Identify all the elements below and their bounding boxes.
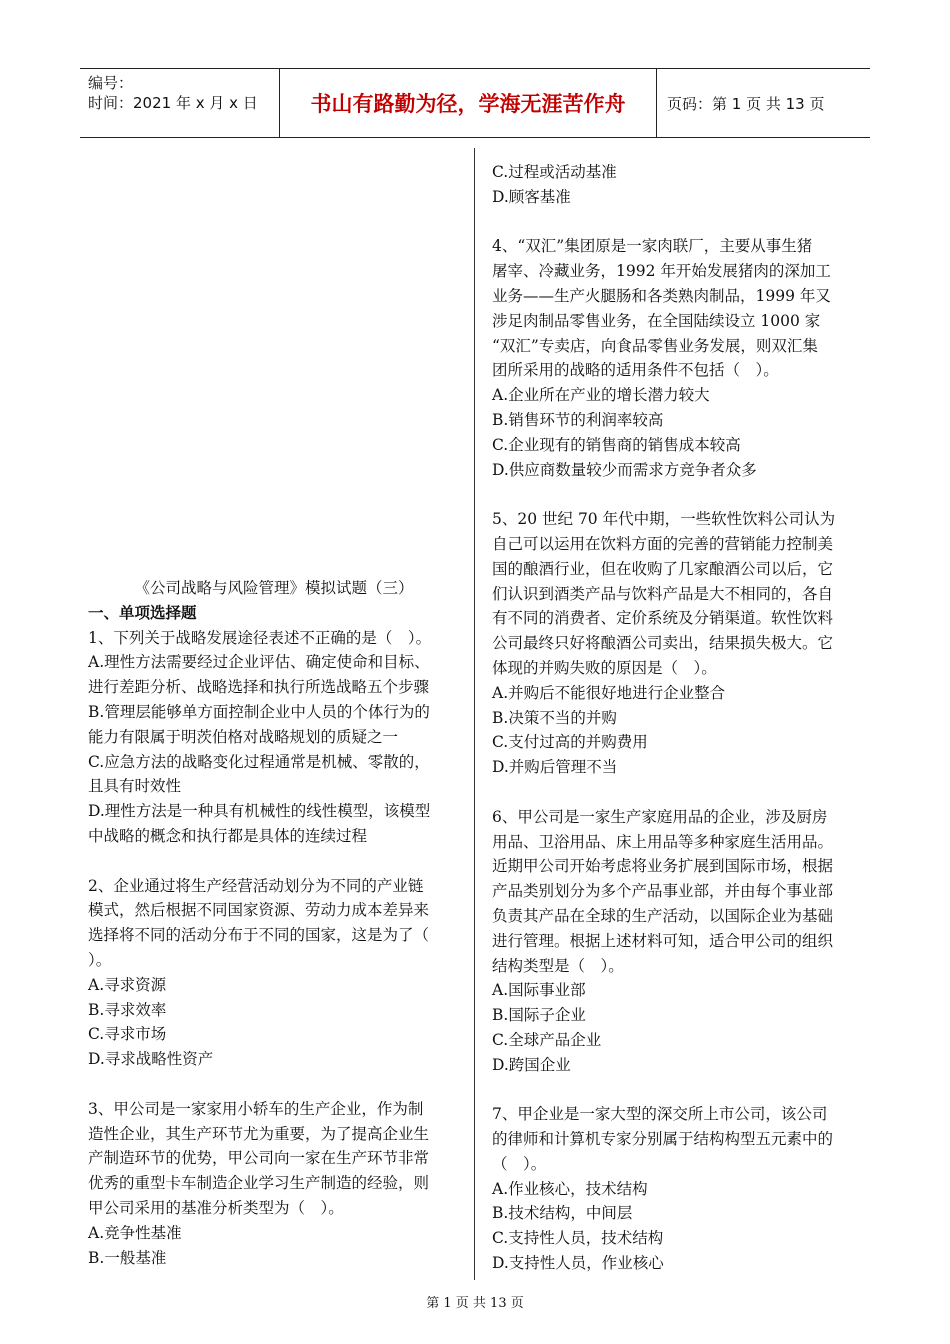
text-line: 造性企业，其生产环节尤为重要，为了提高企业生 <box>88 1124 430 1143</box>
text-line: 自己可以运用在饮料方面的完善的营销能力控制美 <box>492 534 834 553</box>
question-3-continued <box>492 160 864 210</box>
text-line: A.国际事业部 <box>492 981 586 1000</box>
text-line: D.跨国企业 <box>492 1055 571 1074</box>
text-line: 6、甲公司是一家生产家庭用品的企业，涉及厨房 <box>492 807 828 826</box>
text-line: 模式，然后根据不同国家资源、劳动力成本差异来 <box>88 901 430 920</box>
column-divider <box>474 148 475 1280</box>
spacer <box>492 210 864 235</box>
exam-title: 《公司战略与风险管理》模拟试题（三） <box>134 579 414 597</box>
text-line: 涉足肉制品零售业务，在全国陆续设立 1000 家 <box>492 311 821 330</box>
page-footer: 第 1 页 共 13 页 <box>426 1296 524 1311</box>
text-line: A.竞争性基准 <box>88 1223 182 1242</box>
text-line: C.企业现有的销售商的销售成本较高 <box>492 435 741 454</box>
text-line: D.顾客基准 <box>492 187 571 206</box>
text-line: 能力有限属于明茨伯格对战略规划的质疑之一 <box>88 727 399 746</box>
text-line: D.寻求战略性资产 <box>88 1050 214 1069</box>
text-line: 甲公司采用的基准分析类型为（ ）。 <box>88 1198 344 1217</box>
text-line: （ ）。 <box>492 1154 547 1173</box>
page-header <box>80 68 870 138</box>
text-line: “双汇”专卖店，向食品零售业务发展，则双汇集 <box>492 336 818 355</box>
text-line: 结构类型是（ ）。 <box>492 956 624 975</box>
text-line: 5、20 世纪 70 年代中期，一些软性饮料公司认为 <box>492 510 836 529</box>
text-line: A.并购后不能很好地进行企业整合 <box>492 683 726 702</box>
spacer <box>492 482 864 507</box>
question-1 <box>88 626 460 849</box>
text-line: C.应急方法的战略变化过程通常是机械、零散的， <box>88 752 430 771</box>
spacer <box>492 780 864 805</box>
text-line: 且具有时效性 <box>88 777 182 796</box>
text-line: A.作业核心，技术结构 <box>492 1179 648 1198</box>
text-line: 有不同的消费者、定价系统及分销渠道。软性饮料 <box>492 609 834 628</box>
text-line: 近期甲公司开始考虑将业务扩展到国际市场，根据 <box>492 857 834 876</box>
question-3 <box>88 1097 460 1271</box>
text-line: 2、企业通过将生产经营活动划分为不同的产业链 <box>88 876 424 895</box>
text-line: 7、甲企业是一家大型的深交所上市公司，该公司 <box>492 1105 828 1124</box>
text-line: ）。 <box>88 950 112 969</box>
text-line: 们认识到酒类产品与饮料产品是大不相同的，各自 <box>492 584 834 603</box>
text-line: 国的酿酒行业，但在收购了几家酿酒公司以后，它 <box>492 559 834 578</box>
text-line: 优秀的重型卡车制造企业学习生产制造的经验，则 <box>88 1174 430 1193</box>
text-line: A.理性方法需要经过企业评估、确定使命和目标、 <box>88 653 430 672</box>
text-line: 公司最终只好将酿酒公司卖出，结果损失极大。它 <box>492 634 834 653</box>
text-line: C.支付过高的并购费用 <box>492 733 648 752</box>
header-meta <box>80 69 280 137</box>
text-line: D.供应商数量较少而需求方竞争者众多 <box>492 460 757 479</box>
spacer <box>88 849 460 874</box>
question-2 <box>88 874 460 1072</box>
question-4 <box>492 234 864 482</box>
text-line: B.管理层能够单方面控制企业中人员的个体行为的 <box>88 702 430 721</box>
spacer <box>492 1077 864 1102</box>
text-line: D.理性方法是一种具有机械性的线性模型，该模型 <box>88 802 431 821</box>
text-line: 业务——生产火腿肠和各类熟肉制品，1999 年又 <box>492 286 831 305</box>
text-line: 团所采用的战略的适用条件不包括（ ）。 <box>492 361 779 380</box>
text-line: 用品、卫浴用品、床上用品等多种家庭生活用品。 <box>492 832 834 851</box>
text-line: 3、甲公司是一家家用小轿车的生产企业，作为制 <box>88 1099 424 1118</box>
text-line: 产制造环节的优势，甲公司向一家在生产环节非常 <box>88 1149 430 1168</box>
document-number-label: 编号： <box>88 74 134 92</box>
text-line: 进行管理。根据上述材料可知，适合甲公司的组织 <box>492 931 834 950</box>
text-line: D.支持性人员，作业核心 <box>492 1254 664 1273</box>
text-line: 体现的并购失败的原因是（ ）。 <box>492 658 717 677</box>
text-line: B.一般基准 <box>88 1248 167 1267</box>
text-line: C.寻求市场 <box>88 1025 167 1044</box>
text-line: 中战略的概念和执行都是具体的连续过程 <box>88 826 368 845</box>
text-line: C.支持性人员，技术结构 <box>492 1229 664 1248</box>
text-line: 进行差距分析、战略选择和执行所选战略五个步骤 <box>88 678 430 697</box>
text-line: C.过程或活动基准 <box>492 163 617 181</box>
document-date-label: 时间：2021 年 x 月 x 日 <box>88 94 258 112</box>
text-line: 屠宰、冷藏业务，1992 年开始发展猪肉的深加工 <box>492 262 831 281</box>
text-line: B.决策不当的并购 <box>492 708 617 727</box>
text-line: 的律师和计算机专家分别属于结构构型五元素中的 <box>492 1130 834 1149</box>
text-line: 1、下列关于战略发展途径表述不正确的是（ ）。 <box>88 628 432 647</box>
header-page-number: 页码：第 1 页 共 13 页 <box>667 94 825 113</box>
text-line: D.并购后管理不当 <box>492 758 618 777</box>
text-line: 选择将不同的活动分布于不同的国家，这是为了（ <box>88 926 430 945</box>
question-7 <box>492 1102 864 1276</box>
text-line: C.全球产品企业 <box>492 1030 602 1049</box>
right-column <box>492 160 864 1276</box>
question-5 <box>492 507 864 780</box>
text-line: 产品类别划分为多个产品事业部，并由每个事业部 <box>492 882 834 901</box>
text-line: A.寻求资源 <box>88 975 167 994</box>
text-line: 4、“双汇”集团原是一家肉联厂，主要从事生猪 <box>492 237 813 256</box>
section-heading: 一、单项选择题 <box>88 603 197 622</box>
text-line: A.企业所在产业的增长潜力较大 <box>492 386 710 405</box>
text-line: B.国际子企业 <box>492 1006 586 1025</box>
spacer <box>88 1072 460 1097</box>
left-column <box>88 576 460 1270</box>
question-6 <box>492 805 864 1078</box>
text-line: B.销售环节的利润率较高 <box>492 410 664 429</box>
text-line: B.寻求效率 <box>88 1000 167 1019</box>
text-line: 负责其产品在全球的生产活动，以国际企业为基础 <box>492 906 834 925</box>
header-motto: 书山有路勤为径，学海无涯苦作舟 <box>280 69 657 137</box>
text-line: B.技术结构，中间层 <box>492 1204 633 1223</box>
